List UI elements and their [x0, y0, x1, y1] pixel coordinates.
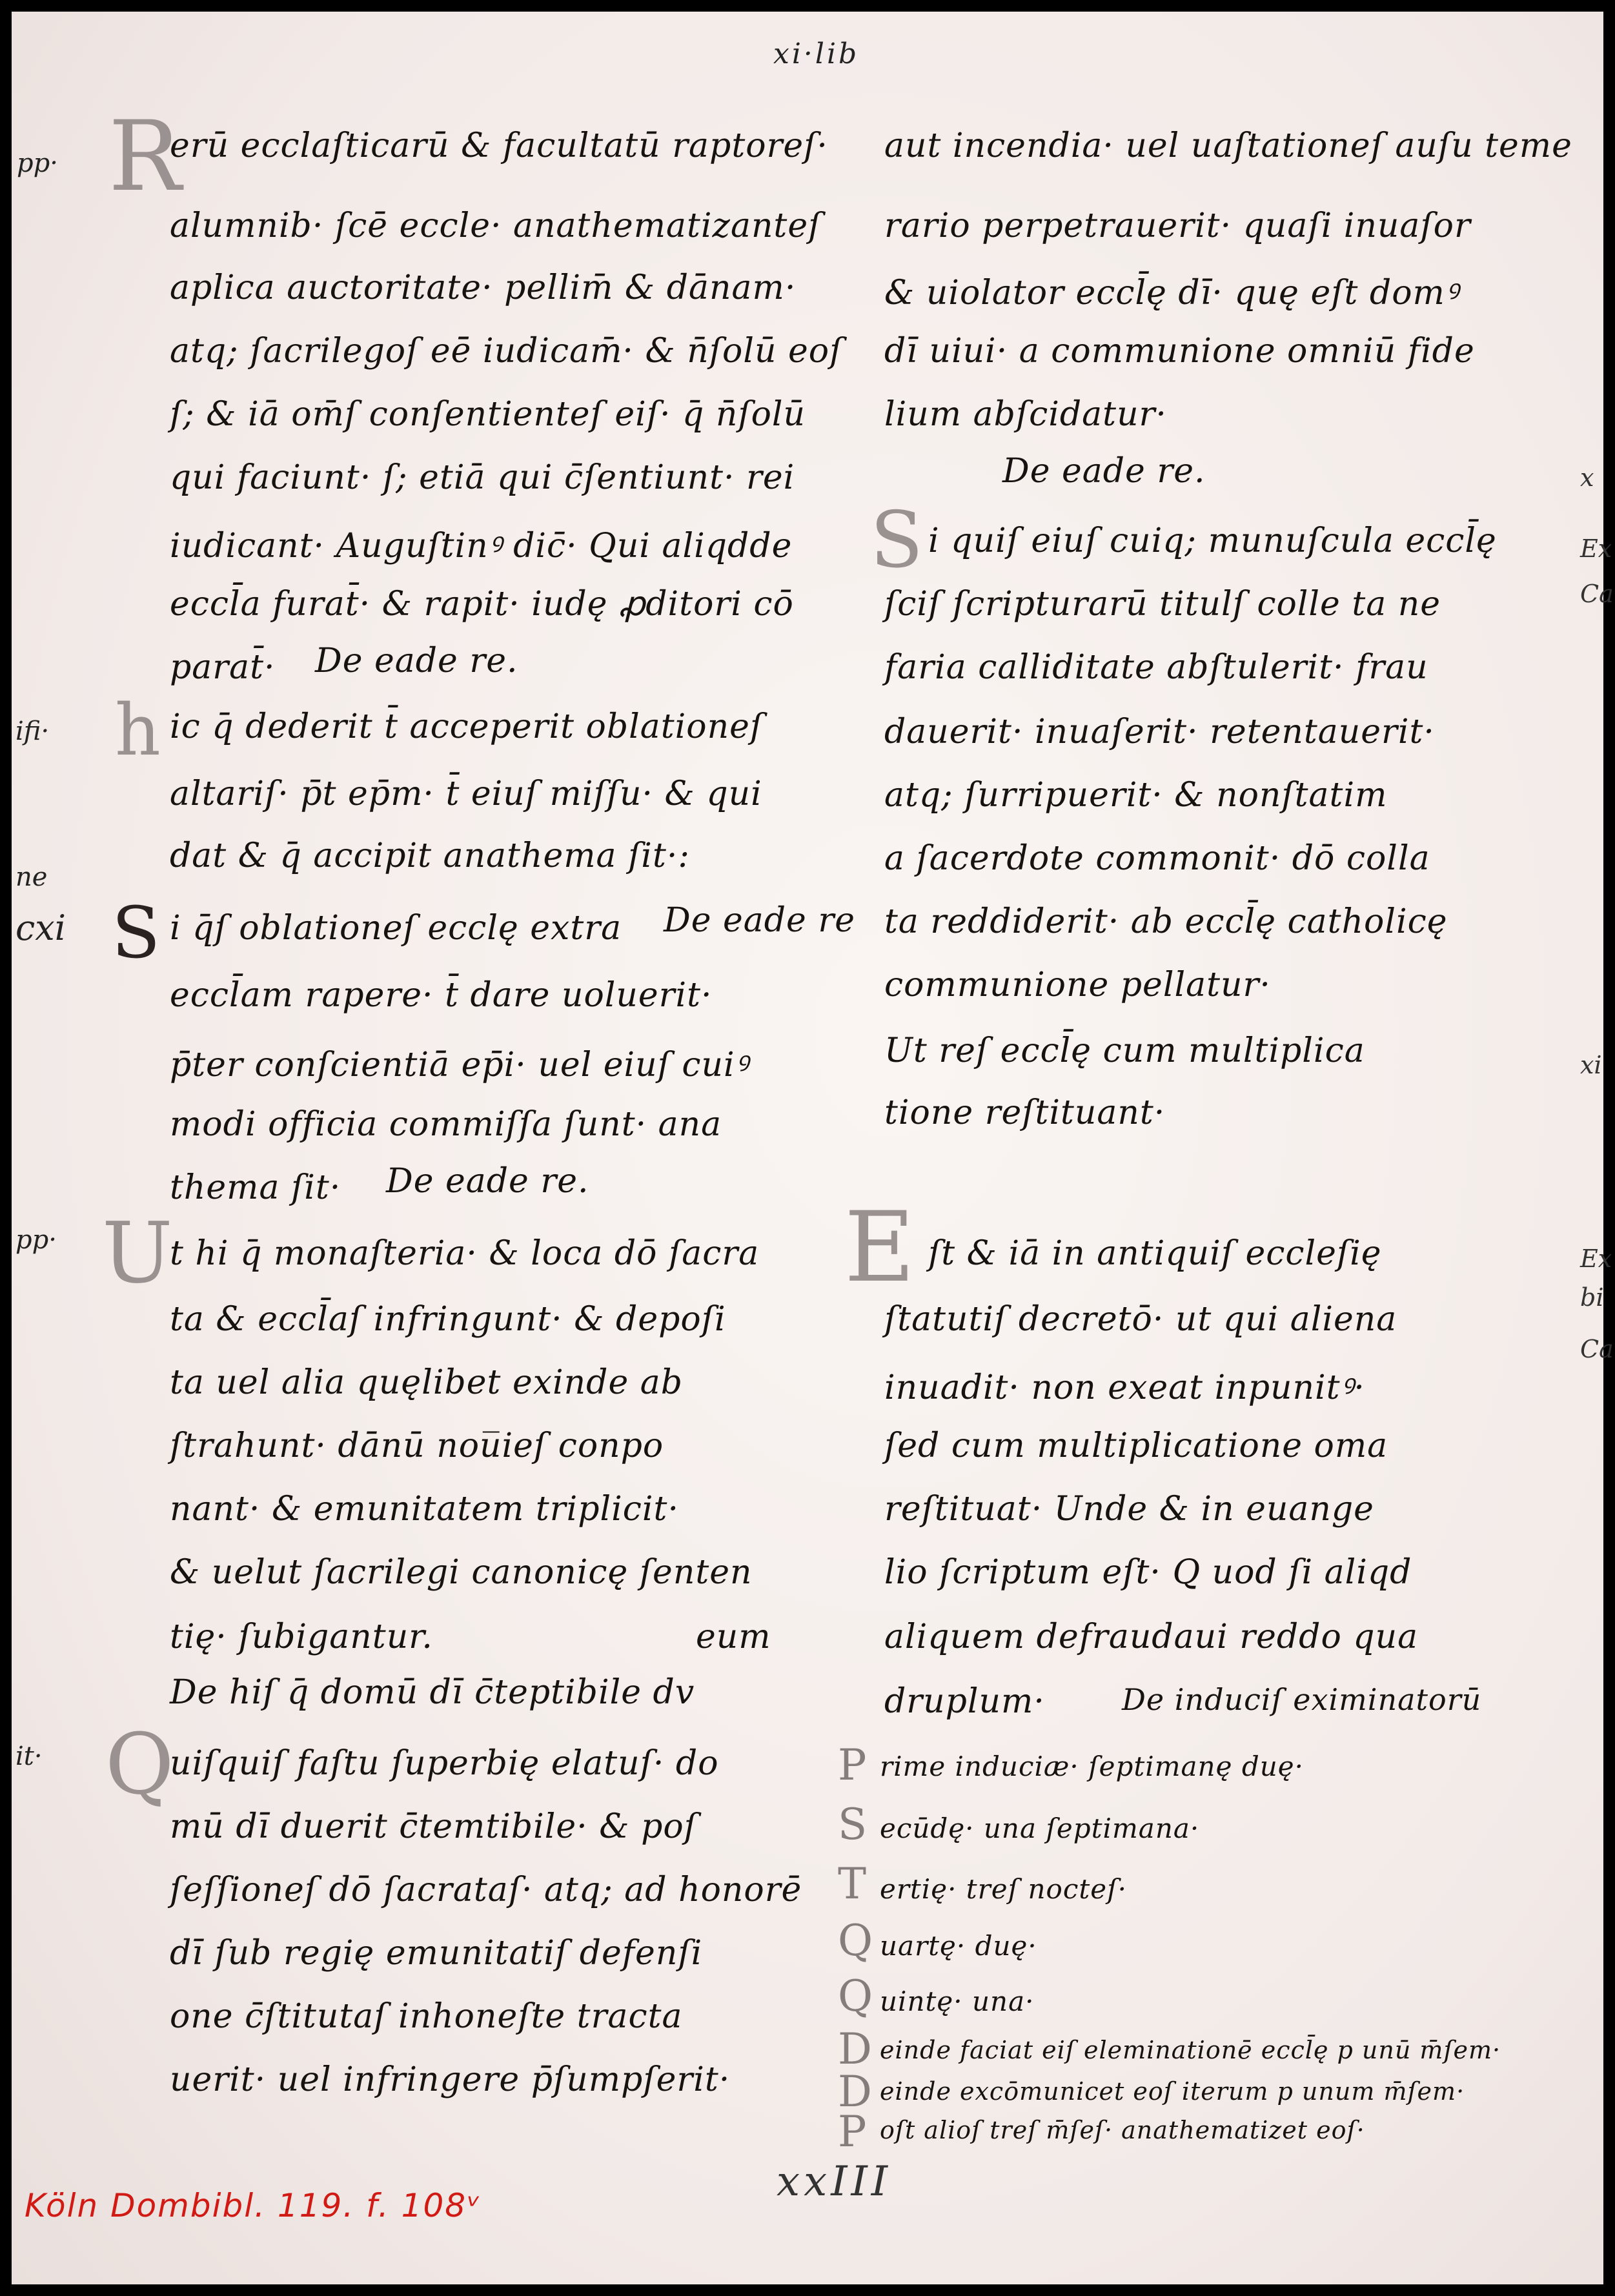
text-line: modi officia commiſſa ſunt· ana	[170, 1105, 722, 1144]
text-line: rime induciæ· ſeptimanę duę·	[880, 1751, 1304, 1782]
text-line: dat & q̄ accipit anathema ſit·:	[170, 837, 690, 875]
margin-note-left: pp·	[15, 1225, 57, 1255]
library-shelfmark-note: Köln Dombibl. 119. f. 108ᵛ	[25, 2187, 482, 2224]
margin-note-left: pp·	[17, 148, 58, 178]
rubric-heading: De hiſ q̄ domū dī c̄teptibile dv	[170, 1673, 695, 1712]
text-line: alumnib· ſcē eccle· anathematizanteſ	[170, 207, 822, 245]
initial-letter: Q	[838, 1916, 873, 1966]
text-line: uiſquiſ faſtu ſuperbię elatuſ· do	[170, 1744, 719, 1783]
quire-signature: xxIII	[777, 2158, 892, 2206]
text-line: altariſ· p̄t ep̄m· t̄ eiuſ miſſu· & qui	[170, 775, 762, 813]
manuscript-page	[12, 12, 1614, 2284]
text-line: i quiſ eiuſ cuiq; munuſcula eccl̄ę	[928, 522, 1497, 560]
margin-note-left: ifi·	[15, 716, 50, 746]
text-line: thema ſit·	[170, 1168, 341, 1207]
margin-note-right: x	[1580, 463, 1594, 492]
text-line: lio ſcriptum eſt· Q uod ſi aliqd	[884, 1553, 1412, 1592]
text-line: atq; ſurripuerit· & nonſtatim	[884, 776, 1388, 815]
initial-letter: S	[838, 1800, 868, 1849]
text-line: ſtatutiſ decretō· ut qui aliena	[884, 1300, 1397, 1339]
text-line: uerit· uel infringere p̄ſumpſerit·	[170, 2060, 731, 2099]
rubric-heading: De eade re.	[1002, 452, 1206, 491]
text-line: ta & eccl̄aſ infringunt· & depoſi	[170, 1300, 726, 1339]
text-line: dauerit· inuaſerit· retentauerit·	[884, 713, 1435, 751]
initial-letter: Q	[105, 1715, 174, 1813]
margin-note-left: it·	[15, 1742, 43, 1771]
rubric-heading: eum	[696, 1618, 771, 1656]
text-line: reſtituat· Unde & in euange	[884, 1490, 1374, 1529]
text-line: ſeſſioneſ dō ſacrataſ· atq; ad honorē	[170, 1871, 802, 1909]
text-line: p̄ter conſcientiā ep̄i· uel eiuſ cuiꝰ	[170, 1046, 749, 1084]
margin-note-right: Ca	[1580, 580, 1614, 608]
text-line: & uiolator eccl̄ę dī· quę eſt domꝰ	[884, 274, 1459, 312]
rubric-heading: De eade re.	[386, 1162, 589, 1201]
initial-letter: P	[838, 2107, 867, 2157]
text-line: aliquem defraudaui reddo qua	[884, 1618, 1419, 1656]
text-line: einde faciat eiſ eleminationē eccl̄ę p unū m̄ſem·	[880, 2036, 1501, 2064]
text-line: qui faciunt· ſ; etiā qui c̄ſentiunt· rei	[170, 458, 795, 497]
text-line: ſtrahunt· dānū nou̅ieſ conpo	[170, 1427, 664, 1465]
text-line: aplica auctoritate· pellim̄ & dānam·	[170, 269, 797, 307]
text-line: communione pellatur·	[884, 966, 1271, 1004]
margin-note-right: Ex	[1580, 534, 1612, 563]
initial-letter: S	[112, 891, 161, 974]
margin-note-right: xi	[1580, 1051, 1602, 1079]
rubric-heading: De eade re	[664, 901, 855, 940]
text-line: ta uel alia quęlibet exinde ab	[170, 1363, 684, 1402]
initial-letter: h	[115, 689, 161, 771]
folio-header: xi·lib	[773, 37, 860, 70]
text-line: & uelut ſacrilegi canonicę ſenten	[170, 1553, 753, 1592]
initial-letter: D	[838, 2067, 872, 2117]
text-line: ſciſ ſcripturarū titulſ colle ta ne	[884, 585, 1441, 624]
rubric-heading: tione reſtituant·	[884, 1093, 1166, 1132]
margin-note-right: bi	[1580, 1283, 1604, 1312]
margin-note-left: cxi	[15, 908, 66, 948]
text-line: ſ; & iā om̄ſ conſentienteſ eiſ· q̄ n̄ſolū	[170, 395, 806, 434]
margin-note-right: Ex	[1580, 1245, 1612, 1273]
text-line: a ſacerdote commonit· dō colla	[884, 839, 1430, 878]
text-line: dī uiui· a communione omniū fide	[884, 332, 1475, 371]
text-line: ertię· treſ nocteſ·	[880, 1873, 1127, 1905]
text-line: aut incendia· uel uaſtationeſ auſu teme	[884, 127, 1572, 165]
text-line: rario perpetrauerit· quaſi inuaſor	[884, 207, 1471, 245]
text-line: einde excōmunicet eoſ iterum p unum m̄ſem·	[880, 2077, 1465, 2106]
text-line: t hi q̄ monaſteria· & loca dō ſacra	[170, 1234, 760, 1273]
text-line: oſt alioſ treſ m̄ſeſ· anathematizet eoſ·	[880, 2116, 1365, 2144]
margin-note-left: ne	[15, 862, 48, 892]
initial-letter: T	[838, 1859, 867, 1909]
text-line: druplum·	[884, 1682, 1045, 1721]
initial-letter: U	[102, 1204, 173, 1302]
text-line: i q̄ſ oblationeſ ecclę extra	[170, 909, 622, 948]
text-line: tię· ſubigantur.	[170, 1618, 433, 1656]
text-line: inuadit· non exeat inpunitꝰ·	[884, 1368, 1365, 1407]
text-line: eccl̄am rapere· t̄ dare uoluerit·	[170, 976, 713, 1015]
text-line: parat̄·	[170, 648, 276, 687]
text-line: dī ſub regię emunitatiſ defenſi	[170, 1934, 703, 1973]
text-line: faria calliditate abſtulerit· frau	[884, 648, 1428, 687]
initial-letter: E	[844, 1192, 915, 1304]
text-line: iudicant· Auguſtinꝰ dic̄· Qui aliqdde	[170, 527, 793, 565]
text-line: mū dī duerit c̄temtibile· & poſ	[170, 1807, 697, 1846]
text-line: uintę· una·	[880, 1986, 1035, 2017]
text-line: ecūdę· una ſeptimana·	[880, 1813, 1200, 1844]
initial-letter: R	[108, 101, 181, 213]
text-line: ſt & iā in antiquiſ eccleſię	[928, 1234, 1382, 1273]
text-line: lium abſcidatur·	[884, 395, 1167, 434]
text-line: ic q̄ dederit t̄ acceperit oblationeſ	[170, 707, 764, 746]
margin-note-right: Ca	[1580, 1335, 1614, 1363]
text-line: uartę· duę·	[880, 1930, 1037, 1962]
initial-letter: S	[870, 496, 924, 585]
text-line: ta reddiderit· ab eccl̄ę catholicę	[884, 902, 1448, 941]
initial-letter: P	[838, 1740, 867, 1790]
rubric-heading: Ut reſ eccl̄ę cum multiplica	[884, 1031, 1365, 1070]
text-line: eccl̄a furat̄· & rapit· iudę ꝓditori cō	[170, 585, 794, 624]
text-line: nant· & emunitatem triplicit·	[170, 1490, 679, 1529]
text-line: ſed cum multiplicatione oma	[884, 1427, 1388, 1465]
text-line: one c̄ſtitutaſ inhoneſte tracta	[170, 1997, 683, 2036]
rubric-heading: De eade re.	[315, 642, 518, 680]
text-line: erū ecclaſticarū & facultatū raptoreſ·	[170, 127, 828, 165]
text-line: atq; ſacrilegoſ eē̄ iudicam̄· & n̄ſolū eoſ	[170, 332, 843, 371]
initial-letter: D	[838, 2024, 872, 2074]
initial-letter: Q	[838, 1971, 873, 2021]
rubric-heading: De induciſ eximinatorū	[1122, 1682, 1482, 1717]
